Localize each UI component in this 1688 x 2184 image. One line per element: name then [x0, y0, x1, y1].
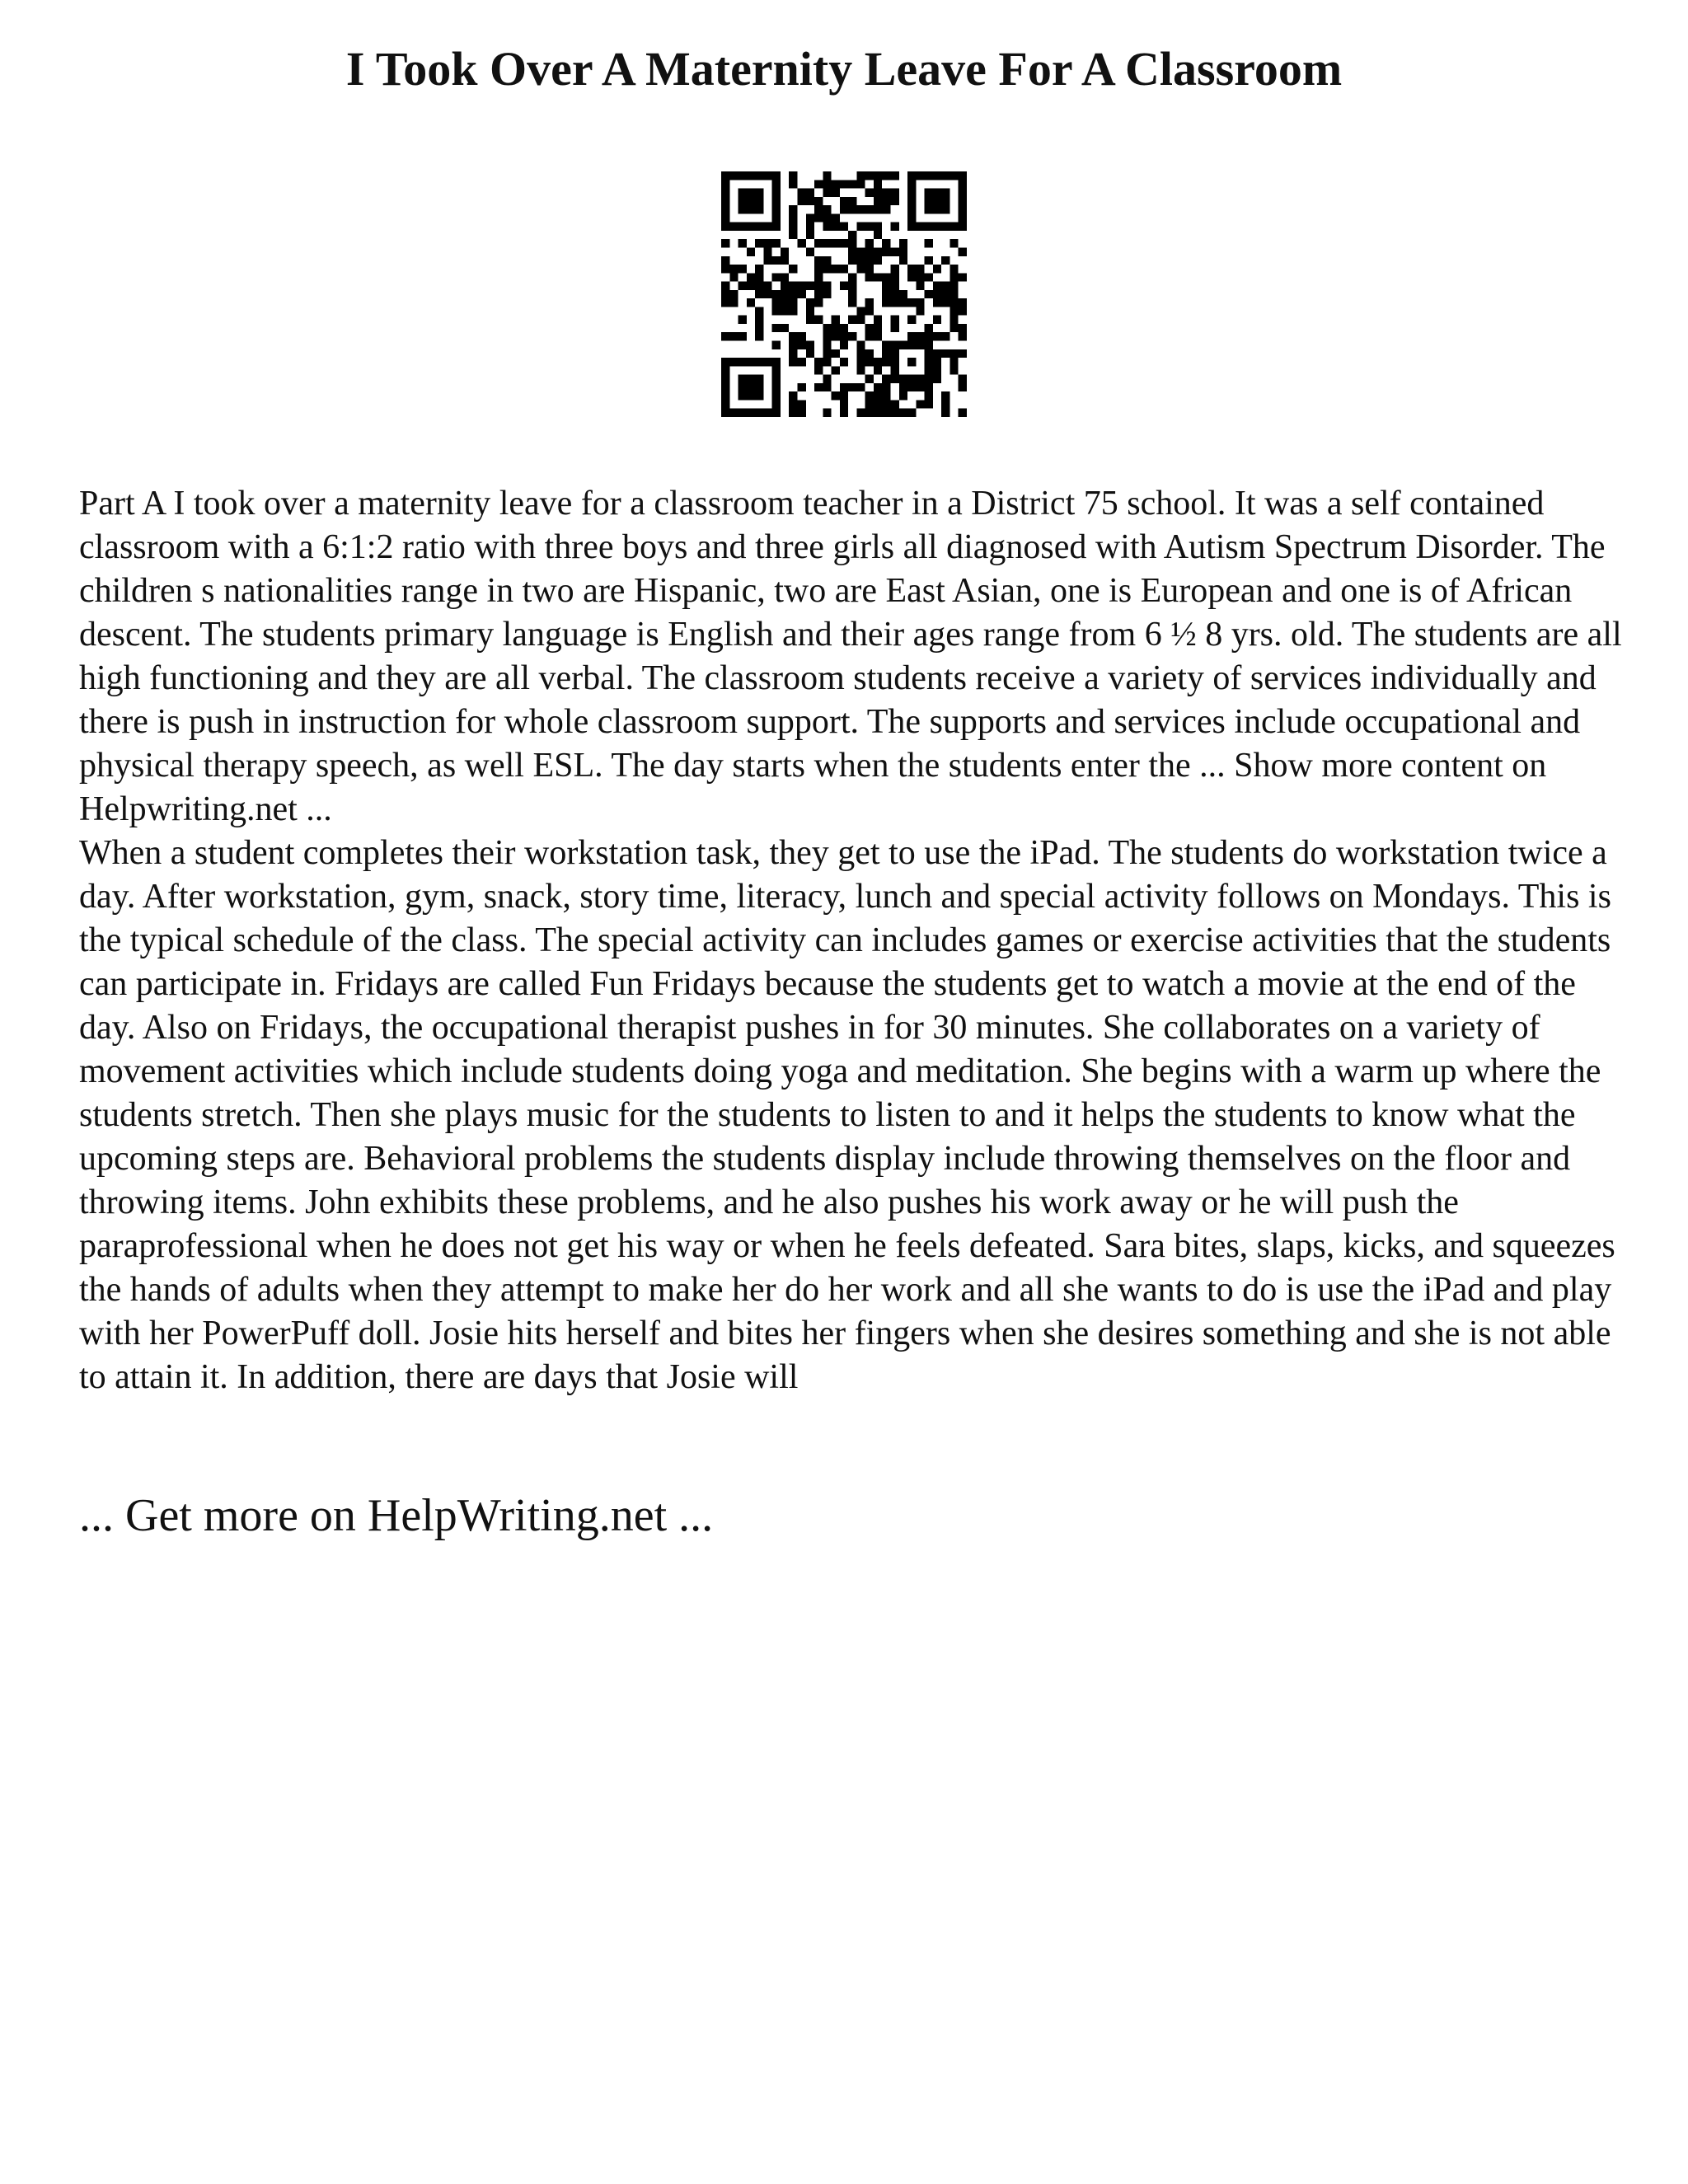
get-more-link[interactable]: ... Get more on HelpWriting.net ... [79, 1490, 714, 1541]
document-title: I Took Over A Maternity Leave For A Classroom [345, 42, 1343, 96]
paragraph-1: Part A I took over a maternity leave for a classroom teacher in a District 75 school. It was a self contained classroom with a 6:1:2 ratio with three boys and three girls all diagnosed with Autism Spectrum Disorder. The children s nationalities range in two are Hispanic, two are East Asian, one is European and one is of African descent. The students primary language is English and their ages range from 6 ½ 8 yrs. old. The students are all high functioning and they are all verbal. The classroom students receive a variety of services individually and there is push in instruction for whole classroom support. The supports and services include occupational and physical therapy speech, as well ESL. The day starts when the students enter the ... Show more content on Helpwriting.net ... [79, 485, 1622, 828]
qr-code[interactable] [721, 171, 967, 417]
qr-code-image [721, 171, 967, 417]
document-body [79, 482, 1629, 1399]
paragraph-2: When a student completes their workstation task, they get to use the iPad. The students do workstation twice a day. After workstation, gym, snack, story time, literacy, lunch and special activity follows on Mondays. This is the typical schedule of the class. The special activity can includes games or exercise activities that the students can participate in. Fridays are called Fun Fridays because the students get to watch a movie at the end of the day. Also on Fridays, the occupational therapist pushes in for 30 minutes. She collaborates on a variety of movement activities which include students doing yoga and meditation. She begins with a warm up where the students stretch. Then she plays music for the students to listen to and it helps the students to know what the upcoming steps are. Behavioral problems the students display include throwing themselves on the floor and throwing items. John exhibits these problems, and he also pushes his work away or he will push the paraprofessional when he does not get his way or when he feels defeated. Sara bites, slaps, kicks, and squeezes the hands of adults when they attempt to make her do her work and all she wants to do is use the iPad and play with her PowerPuff doll. Josie hits herself and bites her fingers when she desires something and she is not able to attain it. In addition, there are days that Josie will [79, 834, 1615, 1396]
